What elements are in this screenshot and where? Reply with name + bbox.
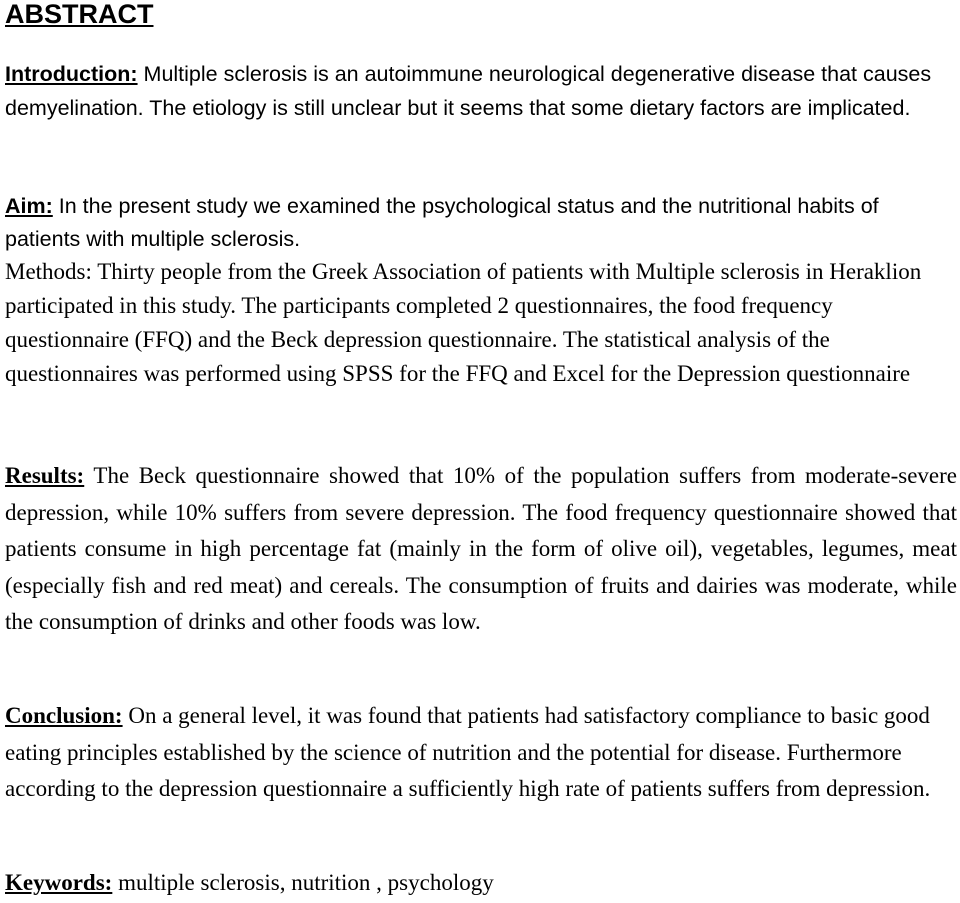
conclusion-heading: Conclusion: [5,703,123,728]
abstract-title: ABSTRACT [5,0,154,29]
aim-heading: Aim: [5,194,53,218]
introduction-paragraph [5,57,957,125]
results-paragraph [5,458,957,641]
keywords-text: multiple sclerosis, nutrition , psychology [112,870,494,895]
methods-text: Methods: Thirty people from the Greek Association of patients with Multiple sclerosis in Heraklion participated in this study. The participants completed 2 questionnaires, the food frequency questionnaire (FFQ) and the Beck depression questionnaire. The statistical analysis of the questionnaires was performed using SPSS for the FFQ and Excel for the Depression questionnaire [5,259,922,386]
conclusion-text: On a general level, it was found that patients had satisfactory compliance to basic good eating principles established by the science of nutrition and the potential for disease. Furthermore according to the depression questionnaire a sufficiently high rate of patients suffers from depression. [5,703,931,801]
keywords-paragraph [5,866,957,900]
results-text: The Beck questionnaire showed that 10% of the population suffers from moderate-severe depression, while 10% suffers from severe depression. The food frequency questionnaire showed that patients consume in high percentage fat (mainly in the form of olive oil), vegetables, legumes, meat (especially fish and red meat) and cereals. The consumption of fruits and dairies was moderate, while the consumption of drinks and other foods was low. [5,463,957,634]
results-heading: Results: [5,463,85,488]
methods-paragraph [5,255,957,391]
introduction-heading: Introduction: [5,62,138,86]
introduction-text: Multiple sclerosis is an autoimmune neurological degenerative disease that causes demyelination. The etiology is still unclear but it seems that some dietary factors are implicated. [5,62,932,120]
keywords-heading: Keywords: [5,870,113,895]
conclusion-paragraph [5,698,957,808]
aim-paragraph [5,190,957,256]
aim-text: In the present study we examined the psychological status and the nutritional habits of patients with multiple sclerosis. [5,194,879,251]
